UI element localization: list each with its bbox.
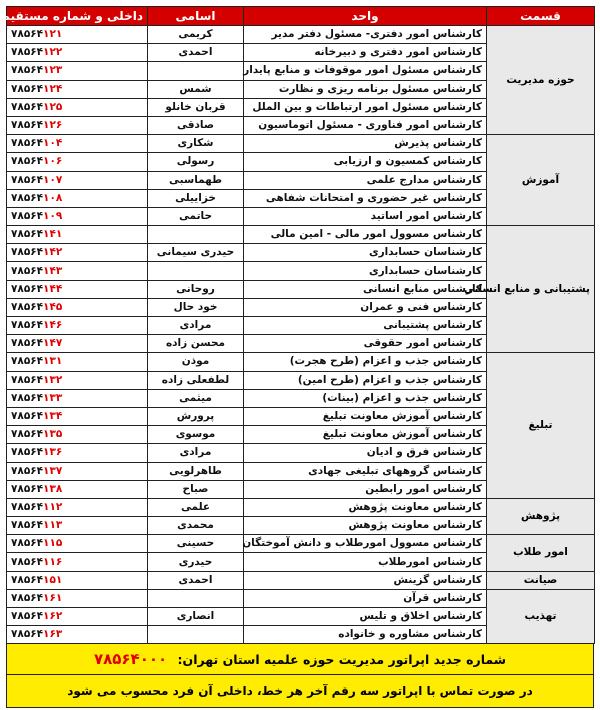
name-cell: احمدی — [148, 44, 244, 62]
unit-cell: کارشناس معاونت پژوهش — [244, 517, 487, 535]
phone-cell — [7, 571, 148, 589]
phone-cell — [7, 280, 148, 298]
phone-extension: ۱۴۴ — [43, 282, 63, 295]
phone-extension: ۱۰۸ — [43, 191, 63, 204]
table-row — [7, 589, 595, 607]
phone-prefix: ۷۸۵۶۴ — [11, 628, 44, 641]
phone-prefix: ۷۸۵۶۴ — [11, 282, 44, 295]
unit-cell: کارشناس امور حقوقی — [244, 335, 487, 353]
phone-prefix: ۷۸۵۶۴ — [11, 410, 44, 423]
phone-cell — [7, 116, 148, 134]
name-cell: میثمی — [148, 389, 244, 407]
phone-extension: ۱۴۷ — [43, 337, 63, 350]
table-row — [7, 353, 595, 371]
name-cell: علمی — [148, 498, 244, 516]
unit-cell: کارشناس معاونت پژوهش — [244, 498, 487, 516]
unit-cell: کارشناس مسئول امور موقوفات و منابع پایدار — [244, 62, 487, 80]
name-cell: انصاری — [148, 608, 244, 626]
phone-cell — [7, 80, 148, 98]
phone-cell — [7, 371, 148, 389]
unit-cell: کارشناس امور فناوری - مسئول اتوماسیون — [244, 116, 487, 134]
phone-extension: ۱۰۹ — [43, 209, 63, 222]
phone-extension: ۱۰۴ — [43, 137, 63, 150]
phone-directory-sheet — [1, 6, 594, 708]
phone-prefix: ۷۸۵۶۴ — [11, 537, 44, 550]
phone-prefix: ۷۸۵۶۴ — [11, 100, 44, 113]
unit-cell: کارشناس کمسیون و ارزیابی — [244, 153, 487, 171]
phone-prefix: ۷۸۵۶۴ — [11, 391, 44, 404]
table-row — [7, 571, 595, 589]
phone-cell — [7, 262, 148, 280]
phone-extension: ۱۲۳ — [43, 64, 63, 77]
phone-prefix: ۷۸۵۶۴ — [11, 573, 44, 586]
name-cell: حیدری — [148, 553, 244, 571]
header-section: قسمت — [487, 7, 595, 26]
unit-cell: کارشناس قرآن — [244, 589, 487, 607]
unit-cell: کارشناس گزینش — [244, 571, 487, 589]
phone-extension: ۱۳۷ — [43, 464, 63, 477]
footer-box — [6, 644, 594, 708]
unit-cell: کارشناسان حسابداری — [244, 244, 487, 262]
operator-label: شماره جدید اپراتور مدیریت حوزه علمیه استان تهران: — [177, 652, 507, 668]
name-cell: کریمی — [148, 26, 244, 44]
phone-cell — [7, 153, 148, 171]
name-cell — [148, 626, 244, 644]
name-cell: طهماسبی — [148, 171, 244, 189]
unit-cell: کارشناس پشتیبانی — [244, 317, 487, 335]
phone-prefix: ۷۸۵۶۴ — [11, 137, 44, 150]
phone-cell — [7, 26, 148, 44]
phone-cell — [7, 171, 148, 189]
phone-extension: ۱۱۲ — [43, 500, 63, 513]
name-cell: لطفعلی زاده — [148, 371, 244, 389]
phone-prefix: ۷۸۵۶۴ — [11, 155, 44, 168]
name-cell — [148, 62, 244, 80]
phone-cell — [7, 626, 148, 644]
phone-prefix: ۷۸۵۶۴ — [11, 28, 44, 41]
name-cell: محسن زاده — [148, 335, 244, 353]
section-title: پشتیبانی و منابع انسانی — [487, 226, 595, 353]
section-title: صیانت — [487, 571, 595, 589]
name-cell: محمدی — [148, 517, 244, 535]
unit-cell: کارشناس جذب و اعزام (طرح هجرت) — [244, 353, 487, 371]
name-cell: طاهرلویی — [148, 462, 244, 480]
operator-number: ۷۸۵۶۴۰۰۰ — [93, 650, 168, 669]
phone-prefix: ۷۸۵۶۴ — [11, 319, 44, 332]
phone-prefix: ۷۸۵۶۴ — [11, 119, 44, 132]
phone-extension: ۱۳۸ — [43, 482, 63, 495]
phone-extension: ۱۴۳ — [43, 264, 63, 277]
unit-cell: کارشناس منابع انسانی — [244, 280, 487, 298]
unit-cell: کارشناس امور دفتری- مسئول دفتر مدیر — [244, 26, 487, 44]
phone-prefix: ۷۸۵۶۴ — [11, 555, 44, 568]
phone-extension: ۱۳۶ — [43, 446, 63, 459]
phone-extension: ۱۴۶ — [43, 319, 63, 332]
name-cell: موذن — [148, 353, 244, 371]
section-title: پژوهش — [487, 498, 595, 534]
phone-cell — [7, 407, 148, 425]
name-cell: خزاییلی — [148, 189, 244, 207]
phone-extension: ۱۶۳ — [43, 628, 63, 641]
table-row — [7, 135, 595, 153]
phone-cell — [7, 444, 148, 462]
phone-prefix: ۷۸۵۶۴ — [11, 428, 44, 441]
name-cell — [148, 589, 244, 607]
header-name: اسامی — [148, 7, 244, 26]
name-cell — [148, 226, 244, 244]
unit-cell: کارشناس امور اساتید — [244, 207, 487, 225]
operator-line — [7, 644, 593, 675]
unit-cell: کارشناس فرق و ادیان — [244, 444, 487, 462]
phone-cell — [7, 98, 148, 116]
name-cell: شکاری — [148, 135, 244, 153]
phone-extension: ۱۳۲ — [43, 373, 63, 386]
phone-cell — [7, 426, 148, 444]
phone-extension: ۱۲۶ — [43, 119, 63, 132]
name-cell: خود حال — [148, 298, 244, 316]
phone-cell — [7, 353, 148, 371]
name-cell: پرورش — [148, 407, 244, 425]
name-cell: موسوی — [148, 426, 244, 444]
phone-extension: ۱۴۵ — [43, 300, 63, 313]
phone-extension: ۱۴۱ — [43, 228, 63, 241]
phone-cell — [7, 535, 148, 553]
phone-prefix: ۷۸۵۶۴ — [11, 519, 44, 532]
unit-cell: کارشناس امور رابطین — [244, 480, 487, 498]
phone-prefix: ۷۸۵۶۴ — [11, 64, 44, 77]
unit-cell: کارشناس غیر حضوری و امتحانات شفاهی — [244, 189, 487, 207]
phone-extension: ۱۲۵ — [43, 100, 63, 113]
unit-cell: کارشناس مسئول امور ارتباطات و بین الملل — [244, 98, 487, 116]
phone-prefix: ۷۸۵۶۴ — [11, 610, 44, 623]
phone-prefix: ۷۸۵۶۴ — [11, 482, 44, 495]
name-cell: رسولی — [148, 153, 244, 171]
phone-cell — [7, 389, 148, 407]
unit-cell: کارشناس اخلاق و تلیس — [244, 608, 487, 626]
phone-prefix: ۷۸۵۶۴ — [11, 246, 44, 259]
phone-cell — [7, 317, 148, 335]
phone-extension: ۱۱۳ — [43, 519, 63, 532]
unit-cell: کارشناس جذب و اعزام (طرح امین) — [244, 371, 487, 389]
header-phone: داخلی و شماره مستقیم — [7, 7, 148, 26]
name-cell: مرادی — [148, 317, 244, 335]
section-title: امور طلاب — [487, 535, 595, 571]
phone-extension: ۱۵۱ — [43, 573, 63, 586]
name-cell: احمدی — [148, 571, 244, 589]
phone-extension: ۱۲۱ — [43, 28, 63, 41]
phone-prefix: ۷۸۵۶۴ — [11, 373, 44, 386]
phone-prefix: ۷۸۵۶۴ — [11, 337, 44, 350]
phone-prefix: ۷۸۵۶۴ — [11, 228, 44, 241]
section-title: آموزش — [487, 135, 595, 226]
name-cell: حاتمی — [148, 207, 244, 225]
phone-cell — [7, 553, 148, 571]
name-cell: قربان خانلو — [148, 98, 244, 116]
phone-cell — [7, 335, 148, 353]
phone-prefix: ۷۸۵۶۴ — [11, 191, 44, 204]
phone-cell — [7, 62, 148, 80]
name-cell: صباح — [148, 480, 244, 498]
phone-prefix: ۷۸۵۶۴ — [11, 173, 44, 186]
phone-extension: ۱۲۲ — [43, 46, 63, 59]
unit-cell: کارشناس مسوول امور مالی - امین مالی — [244, 226, 487, 244]
unit-cell: کارشناس پذیرش — [244, 135, 487, 153]
unit-cell: کارشناس گروههای تبلیغی جهادی — [244, 462, 487, 480]
unit-cell: کارشناس آموزش معاونت تبلیغ — [244, 407, 487, 425]
section-title: تبلیغ — [487, 353, 595, 499]
phone-cell — [7, 589, 148, 607]
unit-cell: کارشناس آموزش معاونت تبلیغ — [244, 426, 487, 444]
phone-prefix: ۷۸۵۶۴ — [11, 464, 44, 477]
directory-body — [7, 26, 595, 644]
phone-prefix: ۷۸۵۶۴ — [11, 355, 44, 368]
name-cell — [148, 262, 244, 280]
phone-cell — [7, 480, 148, 498]
unit-cell: کارشناس مشاوره و خانواده — [244, 626, 487, 644]
phone-extension: ۱۰۶ — [43, 155, 63, 168]
phone-prefix: ۷۸۵۶۴ — [11, 591, 44, 604]
table-row — [7, 498, 595, 516]
phone-cell — [7, 189, 148, 207]
name-cell: روحانی — [148, 280, 244, 298]
phone-cell — [7, 608, 148, 626]
operator-note: در صورت تماس با اپراتور سه رقم آخر هر خط، داخلی آن فرد محسوب می شود — [67, 684, 533, 699]
name-cell: حیدری سیمانی — [148, 244, 244, 262]
table-row — [7, 535, 595, 553]
name-cell: مرادی — [148, 444, 244, 462]
unit-cell: کارشناس مدارج علمی — [244, 171, 487, 189]
phone-prefix: ۷۸۵۶۴ — [11, 82, 44, 95]
unit-cell: کارشناس امور دفتری و دبیرخانه — [244, 44, 487, 62]
section-title: تهذیب — [487, 589, 595, 644]
phone-prefix: ۷۸۵۶۴ — [11, 264, 44, 277]
phone-prefix: ۷۸۵۶۴ — [11, 500, 44, 513]
phone-extension: ۱۰۷ — [43, 173, 63, 186]
phone-cell — [7, 498, 148, 516]
phone-cell — [7, 517, 148, 535]
unit-cell: کارشناس فنی و عمران — [244, 298, 487, 316]
directory-table — [1, 6, 595, 644]
phone-cell — [7, 462, 148, 480]
phone-extension: ۱۳۴ — [43, 410, 63, 423]
unit-cell: کارشناس مسوول امورطلاب و دانش آموختگان — [244, 535, 487, 553]
name-cell: صادقی — [148, 116, 244, 134]
phone-cell — [7, 207, 148, 225]
phone-prefix: ۷۸۵۶۴ — [11, 209, 44, 222]
name-cell: حسینی — [148, 535, 244, 553]
phone-extension: ۱۳۳ — [43, 391, 63, 404]
phone-extension: ۱۳۵ — [43, 428, 63, 441]
phone-cell — [7, 135, 148, 153]
phone-extension: ۱۲۴ — [43, 82, 63, 95]
phone-extension: ۱۱۵ — [43, 537, 63, 550]
unit-cell: کارشناس مسئول برنامه ریزی و نظارت — [244, 80, 487, 98]
phone-prefix: ۷۸۵۶۴ — [11, 300, 44, 313]
phone-prefix: ۷۸۵۶۴ — [11, 446, 44, 459]
phone-cell — [7, 226, 148, 244]
phone-prefix: ۷۸۵۶۴ — [11, 46, 44, 59]
unit-cell: کارشناس امورطلاب — [244, 553, 487, 571]
phone-extension: ۱۱۶ — [43, 555, 63, 568]
phone-extension: ۱۴۲ — [43, 246, 63, 259]
unit-cell: کارشناس جذب و اعزام (بینات) — [244, 389, 487, 407]
table-row — [7, 26, 595, 44]
table-header-row — [7, 7, 595, 26]
table-row — [7, 226, 595, 244]
section-title: حوزه مدیریت — [487, 26, 595, 135]
phone-extension: ۱۳۱ — [43, 355, 63, 368]
phone-cell — [7, 44, 148, 62]
phone-extension: ۱۶۲ — [43, 610, 63, 623]
phone-cell — [7, 244, 148, 262]
phone-extension: ۱۶۱ — [43, 591, 63, 604]
unit-cell: کارشناسان حسابداری — [244, 262, 487, 280]
name-cell: شمس — [148, 80, 244, 98]
phone-cell — [7, 298, 148, 316]
header-unit: واحد — [244, 7, 487, 26]
